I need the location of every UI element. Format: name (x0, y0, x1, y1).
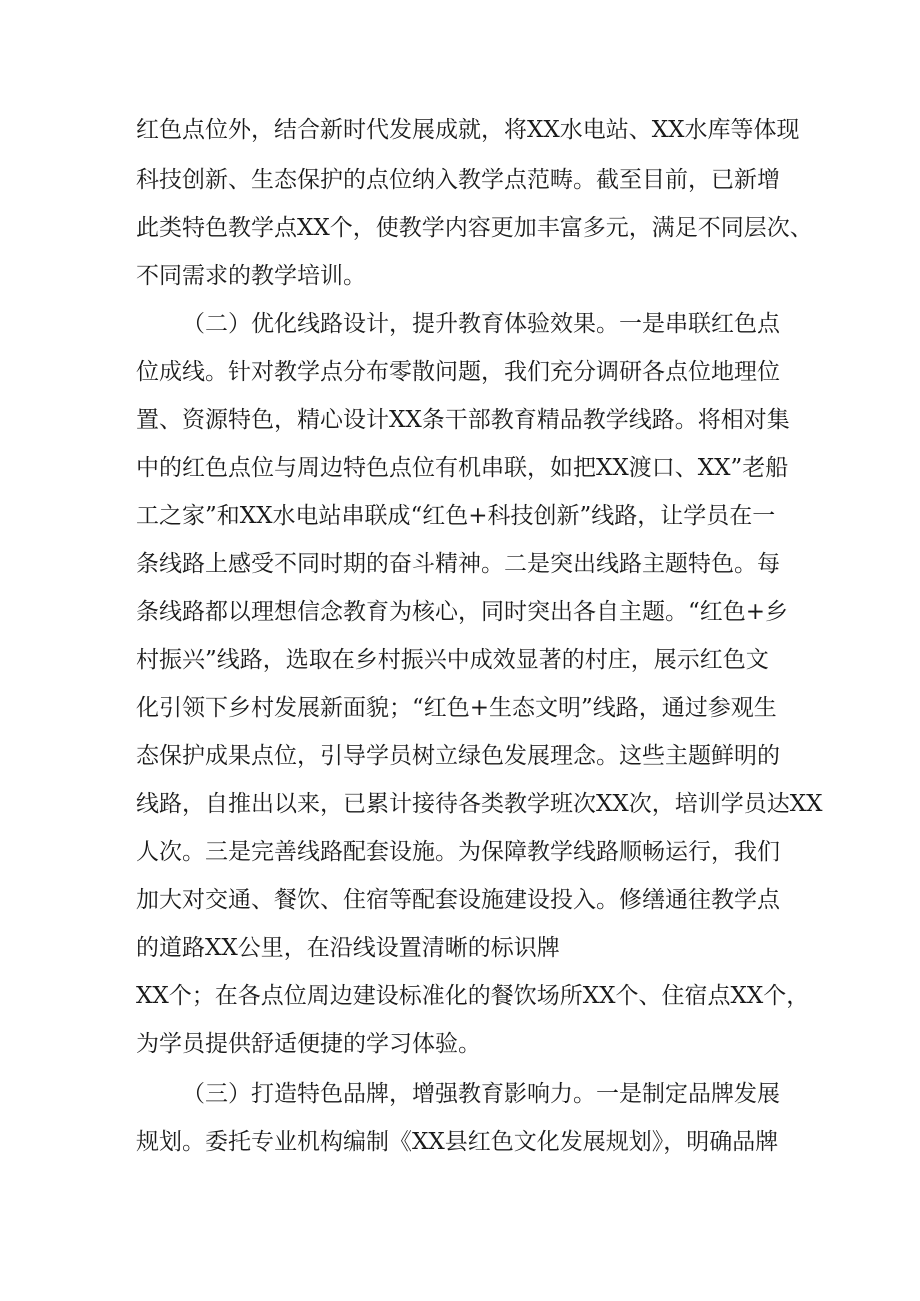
text-line: 线路，自推出以来，已累计接待各类教学班次XX次，培训学员达XX (136, 791, 823, 817)
text-line: 为学员提供舒适便捷的学习体验。 (136, 1031, 481, 1057)
text-line: 加大对交通、餐饮、住宿等配套设施建设投入。修缮通往教学点 (136, 887, 780, 913)
text-line: 科技创新、生态保护的点位纳入教学点范畴。截至目前，已新增 (136, 167, 780, 193)
text-line: 工之家”和XX水电站串联成“红色+科技创新”线路，让学员在一 (136, 503, 776, 529)
text-line: 规划。委托专业机构编制《XX县红色文化发展规划》，明确品牌 (136, 1129, 779, 1155)
section-heading-line: （二）优化线路设计，提升教育体验效果。一是串联红色点 (182, 311, 780, 337)
text-line: 化引领下乡村发展新面貌；“红色+生态文明”线路，通过参观生 (136, 695, 777, 721)
text-line: 人次。三是完善线路配套设施。为保障教学线路顺畅运行，我们 (136, 839, 780, 865)
text-line: 红色点位外，结合新时代发展成就，将XX水电站、XX水库等体现 (136, 117, 800, 143)
text-line: 村振兴”线路，选取在乡村振兴中成效显著的村庄，展示红色文 (136, 647, 769, 673)
text-line: XX个；在各点位周边建设标准化的餐饮场所XX个、住宿点XX个， (136, 983, 810, 1009)
section-heading-line: （三）打造特色品牌，增强教育影响力。一是制定品牌发展 (182, 1081, 780, 1107)
text-line: 此类特色教学点XX个，使教学内容更加丰富多元，满足不同层次、 (136, 215, 813, 241)
text-line: 位成线。针对教学点分布零散问题，我们充分调研各点位地理位 (136, 359, 780, 385)
text-line: 置、资源特色，精心设计XX条干部教育精品教学线路。将相对集 (136, 407, 790, 433)
text-line: 不同需求的教学培训。 (136, 263, 366, 289)
text-line: 态保护成果点位，引导学员树立绿色发展理念。这些主题鲜明的 (136, 743, 780, 769)
text-line: 条线路上感受不同时期的奋斗精神。二是突出线路主题特色。每 (136, 551, 780, 577)
text-line: 条线路都以理想信念教育为核心，同时突出各自主题。“红色+乡 (136, 599, 789, 625)
text-line: 的道路XX公里，在沿线设置清晰的标识牌 (136, 935, 560, 961)
text-line: 中的红色点位与周边特色点位有机串联，如把XX渡口、XX”老船 (136, 455, 789, 481)
